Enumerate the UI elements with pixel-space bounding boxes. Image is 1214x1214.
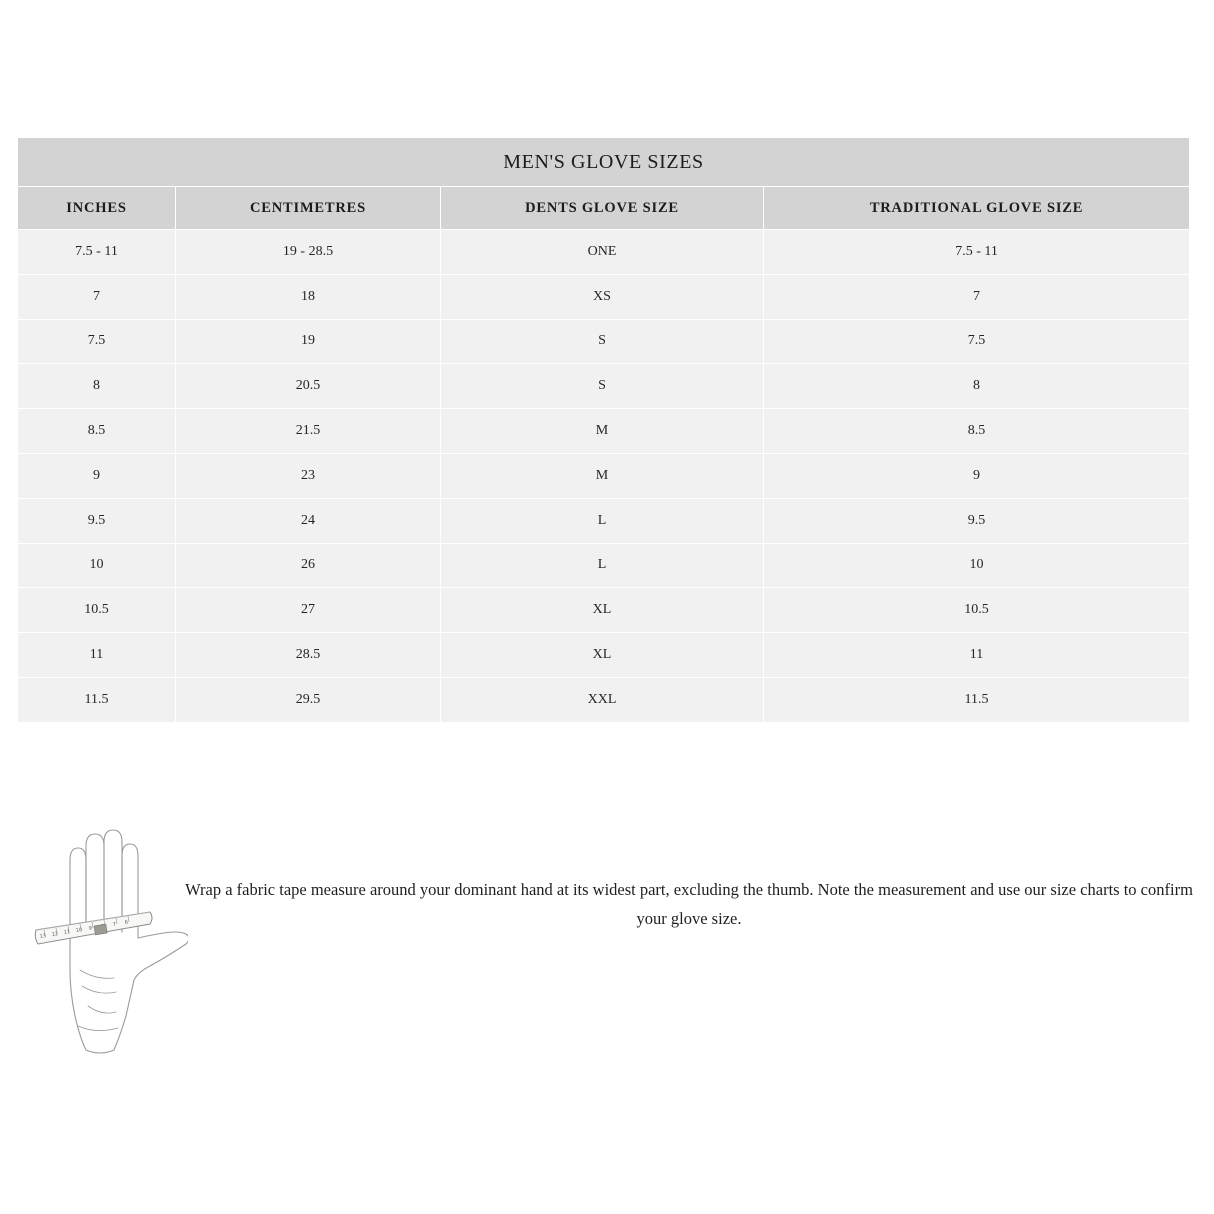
cell-traditional-size: 8.5 bbox=[764, 409, 1190, 454]
mens-glove-size-table-container bbox=[17, 137, 1189, 723]
cell-dents-size: XS bbox=[441, 274, 764, 319]
cell-dents-size: XXL bbox=[441, 677, 764, 722]
svg-text:6: 6 bbox=[124, 919, 129, 926]
cell-dents-size: S bbox=[441, 319, 764, 364]
cell-inches: 7 bbox=[18, 274, 176, 319]
table-row bbox=[18, 588, 1190, 633]
cell-inches: 11 bbox=[18, 633, 176, 678]
cell-traditional-size: 11 bbox=[764, 633, 1190, 678]
table-title-row bbox=[18, 138, 1190, 187]
mens-glove-size-table bbox=[17, 137, 1190, 723]
svg-text:9: 9 bbox=[88, 925, 93, 932]
cell-inches: 9 bbox=[18, 453, 176, 498]
cell-centimetres: 27 bbox=[176, 588, 441, 633]
table-row bbox=[18, 633, 1190, 678]
cell-dents-size: XL bbox=[441, 633, 764, 678]
cell-inches: 7.5 - 11 bbox=[18, 230, 176, 275]
table-row bbox=[18, 543, 1190, 588]
column-header-centimetres: CENTIMETRES bbox=[176, 187, 441, 230]
cell-centimetres: 20.5 bbox=[176, 364, 441, 409]
table-row bbox=[18, 319, 1190, 364]
cell-centimetres: 28.5 bbox=[176, 633, 441, 678]
cell-dents-size: M bbox=[441, 409, 764, 454]
hand-with-tape-measure-illustration bbox=[18, 820, 188, 1060]
cell-dents-size: L bbox=[441, 543, 764, 588]
cell-inches: 9.5 bbox=[18, 498, 176, 543]
cell-centimetres: 26 bbox=[176, 543, 441, 588]
cell-dents-size: XL bbox=[441, 588, 764, 633]
column-header-traditional-glove-size: TRADITIONAL GLOVE SIZE bbox=[764, 187, 1190, 230]
tape-measure-icon bbox=[35, 912, 152, 944]
cell-traditional-size: 11.5 bbox=[764, 677, 1190, 722]
table-row bbox=[18, 453, 1190, 498]
cell-centimetres: 19 - 28.5 bbox=[176, 230, 441, 275]
cell-inches: 10.5 bbox=[18, 588, 176, 633]
svg-text:11: 11 bbox=[63, 929, 71, 936]
table-header-row bbox=[18, 187, 1190, 230]
cell-traditional-size: 9 bbox=[764, 453, 1190, 498]
svg-text:10: 10 bbox=[75, 927, 83, 934]
cell-inches: 7.5 bbox=[18, 319, 176, 364]
table-title: MEN'S GLOVE SIZES bbox=[18, 138, 1190, 187]
cell-centimetres: 23 bbox=[176, 453, 441, 498]
column-header-inches: INCHES bbox=[18, 187, 176, 230]
cell-traditional-size: 10.5 bbox=[764, 588, 1190, 633]
table-row bbox=[18, 677, 1190, 722]
cell-centimetres: 21.5 bbox=[176, 409, 441, 454]
cell-dents-size: ONE bbox=[441, 230, 764, 275]
table-row bbox=[18, 498, 1190, 543]
measurement-instructions-text: Wrap a fabric tape measure around your dominant hand at its widest part, excluding the thumb. Note the measurement and use our size charts to confirm your glove size. bbox=[185, 880, 1193, 928]
cell-traditional-size: 7.5 bbox=[764, 319, 1190, 364]
table-row bbox=[18, 230, 1190, 275]
cell-traditional-size: 9.5 bbox=[764, 498, 1190, 543]
table-row bbox=[18, 364, 1190, 409]
table-body bbox=[18, 230, 1190, 723]
table-row bbox=[18, 409, 1190, 454]
cell-centimetres: 24 bbox=[176, 498, 441, 543]
column-header-dents-glove-size: DENTS GLOVE SIZE bbox=[441, 187, 764, 230]
cell-inches: 8 bbox=[18, 364, 176, 409]
cell-centimetres: 18 bbox=[176, 274, 441, 319]
cell-traditional-size: 7 bbox=[764, 274, 1190, 319]
cell-dents-size: L bbox=[441, 498, 764, 543]
cell-inches: 11.5 bbox=[18, 677, 176, 722]
cell-traditional-size: 10 bbox=[764, 543, 1190, 588]
cell-centimetres: 19 bbox=[176, 319, 441, 364]
svg-text:12: 12 bbox=[51, 931, 59, 938]
measurement-instructions-section bbox=[0, 820, 1214, 1080]
cell-inches: 8.5 bbox=[18, 409, 176, 454]
cell-centimetres: 29.5 bbox=[176, 677, 441, 722]
cell-traditional-size: 7.5 - 11 bbox=[764, 230, 1190, 275]
cell-dents-size: S bbox=[441, 364, 764, 409]
cell-inches: 10 bbox=[18, 543, 176, 588]
cell-traditional-size: 8 bbox=[764, 364, 1190, 409]
svg-text:7: 7 bbox=[112, 921, 117, 928]
table-row bbox=[18, 274, 1190, 319]
cell-dents-size: M bbox=[441, 453, 764, 498]
svg-text:13: 13 bbox=[39, 933, 47, 940]
